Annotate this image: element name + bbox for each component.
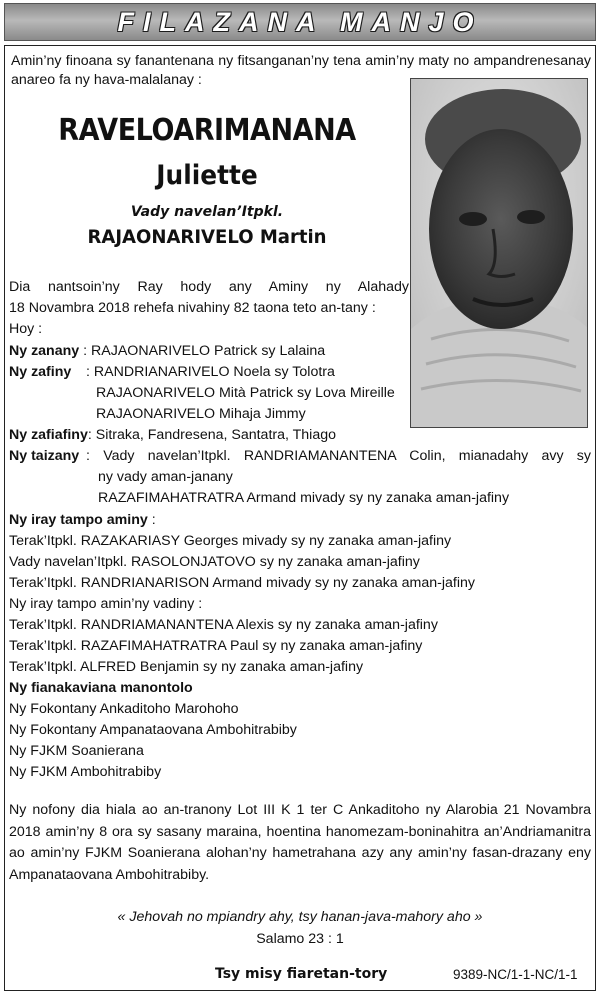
grandchildren-label: Ny zafiny bbox=[9, 364, 72, 380]
siblings-label: Ny iray tampo aminy bbox=[9, 512, 148, 528]
funeral-details: Ny nofony dia hiala ao an-tranony Lot III K 1 ter C Ankaditoho ny Alarobia 21 Novambra 2018 amin’ny 8 ora sy sasany maraina, hoentina hanomezam-boninahitra an’Andriamanitra ao amin’ny FJKM Soanierana alohan’ny hametrahana azy any amin’ny fasan-drazany eny Ampanataovana Ambohitrabiby. bbox=[9, 802, 591, 883]
deceased-first-name: Juliette bbox=[156, 160, 258, 191]
congregation-line-1: Ny Fokontany Ankaditoho Marohoho bbox=[9, 701, 239, 717]
in-laws-line-1: : Vady navelan’Itpkl. RANDRIAMANANTENA Colin, mianadahy avy sy bbox=[86, 448, 591, 464]
children-row bbox=[9, 341, 325, 362]
spouse-sibling-line-3: Terak’Itpkl. ALFRED Benjamin sy ny zanaka aman-jafiny bbox=[9, 659, 364, 675]
spouse-sibling-line-1: Terak’Itpkl. RANDRIAMANANTENA Alexis sy ny zanaka aman-jafiny bbox=[9, 617, 438, 633]
bible-quote: « Jehovah no mpiandry ahy, tsy hanan-java-mahory aho » bbox=[117, 909, 483, 925]
congregation-line-3: Ny FJKM Soanierana bbox=[9, 743, 144, 759]
spouse-siblings-heading: Ny iray tampo amin’ny vadiny : bbox=[9, 596, 203, 612]
great-grandchildren-names: : Sitraka, Fandresena, Santatra, Thiago bbox=[87, 427, 337, 443]
children-label: Ny zanany bbox=[9, 343, 80, 359]
death-notice-line3: Hoy : bbox=[9, 321, 43, 337]
congregation-line-2: Ny Fokontany Ampanataovana Ambohitrabiby bbox=[9, 722, 297, 738]
siblings-colon: : bbox=[147, 512, 156, 528]
in-laws-line-3: RAZAFIMAHATRATRA Armand mivady sy ny zanaka aman-jafiny bbox=[98, 490, 510, 506]
spouse-name: RAJAONARIVELO Martin bbox=[87, 226, 327, 248]
grandchildren-row bbox=[9, 362, 335, 383]
bible-reference: Salamo 23 : 1 bbox=[256, 931, 344, 947]
grandchildren-name-2: RAJAONARIVELO Mità Patrick sy Lova Mireille bbox=[96, 385, 395, 401]
in-laws-line-2: ny vady aman-janany bbox=[98, 469, 233, 485]
sibling-line-1: Terak’Itpkl. RAZAKARIASY Georges mivady sy ny zanaka aman-jafiny bbox=[9, 533, 452, 549]
portrait-photo bbox=[410, 78, 588, 428]
spouse-label: Vady navelan’Itpkl. bbox=[130, 204, 284, 220]
congregation-line-4: Ny FJKM Ambohitrabiby bbox=[9, 764, 162, 780]
congregation-heading: Ny fianakaviana manontolo bbox=[9, 680, 193, 696]
sibling-line-2: Vady navelan’Itpkl. RASOLONJATOVO sy ny zanaka aman-jafiny bbox=[9, 554, 420, 570]
intro-text: Amin’ny finoana sy fanantenana ny fitsanganan’ny tena amin’ny maty no ampandrenesanay anareo fa ny hava-malalanay : bbox=[11, 53, 591, 88]
sibling-line-3: Terak’Itpkl. RANDRIANARISON Armand mivady sy ny zanaka aman-jafiny bbox=[9, 575, 475, 591]
ad-reference: 9389-NC/1-1-NC/1-1 bbox=[453, 967, 578, 982]
in-laws-label: Ny taizany bbox=[9, 448, 80, 464]
great-grandchildren-label: Ny zafiafiny bbox=[9, 427, 88, 443]
spouse-sibling-line-2: Terak’Itpkl. RAZAFIMAHATRATRA Paul sy ny zanaka aman-jafiny bbox=[9, 638, 423, 654]
no-flowers-note: Tsy misy fiaretan-tory bbox=[215, 966, 388, 982]
death-notice-line1: Dia nantsoin’ny Ray hody any Aminy ny Alahady bbox=[9, 279, 409, 295]
grandchildren-name-3: RAJAONARIVELO Mihaja Jimmy bbox=[96, 406, 306, 422]
header-banner bbox=[4, 3, 596, 41]
grandchildren-name-1: : RANDRIANARIVELO Noela sy Tolotra bbox=[86, 364, 335, 380]
in-laws-row bbox=[9, 446, 591, 467]
children-names: : RAJAONARIVELO Patrick sy Lalaina bbox=[83, 343, 326, 359]
portrait-image bbox=[411, 79, 588, 428]
deceased-surname: RAVELOARIMANANA bbox=[58, 113, 356, 148]
great-grandchildren-row bbox=[9, 425, 336, 446]
header-title: FILAZANA MANJO bbox=[117, 6, 483, 37]
siblings-heading bbox=[9, 510, 156, 531]
death-notice-line2: 18 Novambra 2018 rehefa nivahiny 82 taona teto an-tany : bbox=[9, 300, 376, 316]
